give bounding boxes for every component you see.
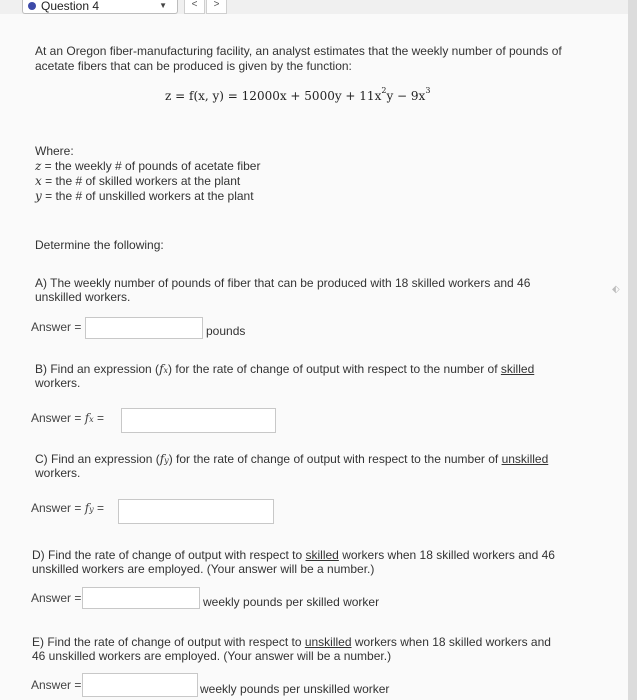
definition-z-text: = the weekly # of pounds of acetate fiber xyxy=(41,159,261,173)
part-c-answer-sym: f xyxy=(84,501,90,515)
intro-line-2: acetate fibers that can be produced is given by the function: xyxy=(35,59,352,73)
part-a-line-1: A) The weekly number of pounds of fiber that can be produced with 18 skilled workers and 46 xyxy=(35,276,531,290)
part-a-line-2: unskilled workers. xyxy=(35,290,131,304)
previous-question-button[interactable]: < xyxy=(184,0,205,14)
part-a-answer-input[interactable] xyxy=(85,317,203,339)
question-selector[interactable] xyxy=(22,0,178,14)
part-c-line-1 xyxy=(35,451,548,469)
definition-x-text: = the # of skilled workers at the plant xyxy=(41,174,241,188)
equation-lhs: z = f(x, y) = xyxy=(165,89,242,103)
chevron-down-icon[interactable]: ▼ xyxy=(159,1,167,10)
equation-exponent-1: 2 xyxy=(381,86,387,95)
question-label: Question 4 xyxy=(41,0,100,13)
part-e-pre: E) Find the rate of change of output with respect to xyxy=(32,635,305,649)
part-b-answer-sym: f xyxy=(84,411,90,425)
definition-z-var: z xyxy=(35,159,42,173)
part-d-unit: weekly pounds per skilled worker xyxy=(203,595,380,609)
equation-exponent-2: 3 xyxy=(425,86,431,95)
part-c-pre: C) Find an expression ( xyxy=(35,452,160,466)
intro-line-1: At an Oregon fiber-manufacturing facility, an analyst estimates that the weekly number of pounds of xyxy=(35,44,562,58)
part-e-post: workers when 18 skilled workers and xyxy=(351,635,551,649)
part-b-pre: B) Find an expression ( xyxy=(35,362,160,376)
cursor-icon: ⬖ xyxy=(612,284,620,295)
part-b-mid: ) for the rate of change of output with respect to the number of xyxy=(168,362,501,376)
part-e-unit: weekly pounds per unskilled worker xyxy=(200,682,390,696)
determine-heading: Determine the following: xyxy=(35,238,164,252)
part-d-line-2: unskilled workers are employed. (Your answer will be a number.) xyxy=(32,562,375,576)
part-b-sym: f xyxy=(159,362,164,376)
part-d-answer-input[interactable] xyxy=(82,587,200,609)
part-b-skilled-link: skilled xyxy=(500,362,535,376)
part-c-sub: y xyxy=(164,456,169,465)
where-label: Where: xyxy=(35,144,74,158)
part-a-answer-label: Answer = xyxy=(31,320,82,334)
part-a-unit: pounds xyxy=(206,324,246,338)
equation-term-2: y − 9x xyxy=(386,89,426,103)
part-c-unskilled-link: unskilled xyxy=(501,452,549,466)
part-e-unskilled-link: unskilled xyxy=(304,635,352,649)
scrollbar-track[interactable] xyxy=(628,0,637,700)
part-b-answer-text: Answer = xyxy=(31,411,85,425)
part-b-line-2: workers. xyxy=(35,376,81,390)
definition-z xyxy=(35,158,260,174)
part-b-answer-input[interactable] xyxy=(121,408,276,433)
definition-x xyxy=(35,173,240,189)
part-c-mid: ) for the rate of change of output with respect to the number of xyxy=(168,452,502,466)
question-status-icon xyxy=(28,2,36,10)
part-c-answer-input[interactable] xyxy=(118,499,274,524)
part-c-answer-text: Answer = xyxy=(31,501,85,515)
part-c-answer-label xyxy=(31,501,104,515)
part-e-answer-label: Answer = xyxy=(31,678,82,692)
part-b-sub: x xyxy=(163,366,169,375)
part-e-line-2: 46 unskilled workers are employed. (Your answer will be a number.) xyxy=(32,649,392,663)
definition-y xyxy=(35,188,254,204)
definition-y-text: = the # of unskilled workers at the plant xyxy=(41,189,254,203)
part-b-line-1 xyxy=(35,361,534,379)
part-d-pre: D) Find the rate of change of output with respect to xyxy=(32,548,306,562)
part-d-post: workers when 18 skilled workers and 46 xyxy=(338,548,555,562)
part-c-sym: f xyxy=(159,452,165,466)
part-c-line-2: workers. xyxy=(35,466,81,480)
part-d-answer-label: Answer = xyxy=(31,591,82,605)
part-b-answer-label xyxy=(31,411,104,425)
part-d-skilled-link: skilled xyxy=(305,548,339,562)
next-question-button[interactable]: > xyxy=(206,0,227,14)
definition-x-var: x xyxy=(35,174,42,188)
part-c-answer-eq: = xyxy=(93,501,105,515)
definition-y-var: y xyxy=(35,189,42,203)
part-b-answer-eq: = xyxy=(93,411,105,425)
production-equation xyxy=(165,88,430,103)
part-b-answer-sub: x xyxy=(89,415,94,424)
part-e-answer-input[interactable] xyxy=(82,673,198,697)
part-c-answer-sub: y xyxy=(89,505,94,514)
equation-term-1: 12000x + 5000y + 11x xyxy=(241,89,382,103)
